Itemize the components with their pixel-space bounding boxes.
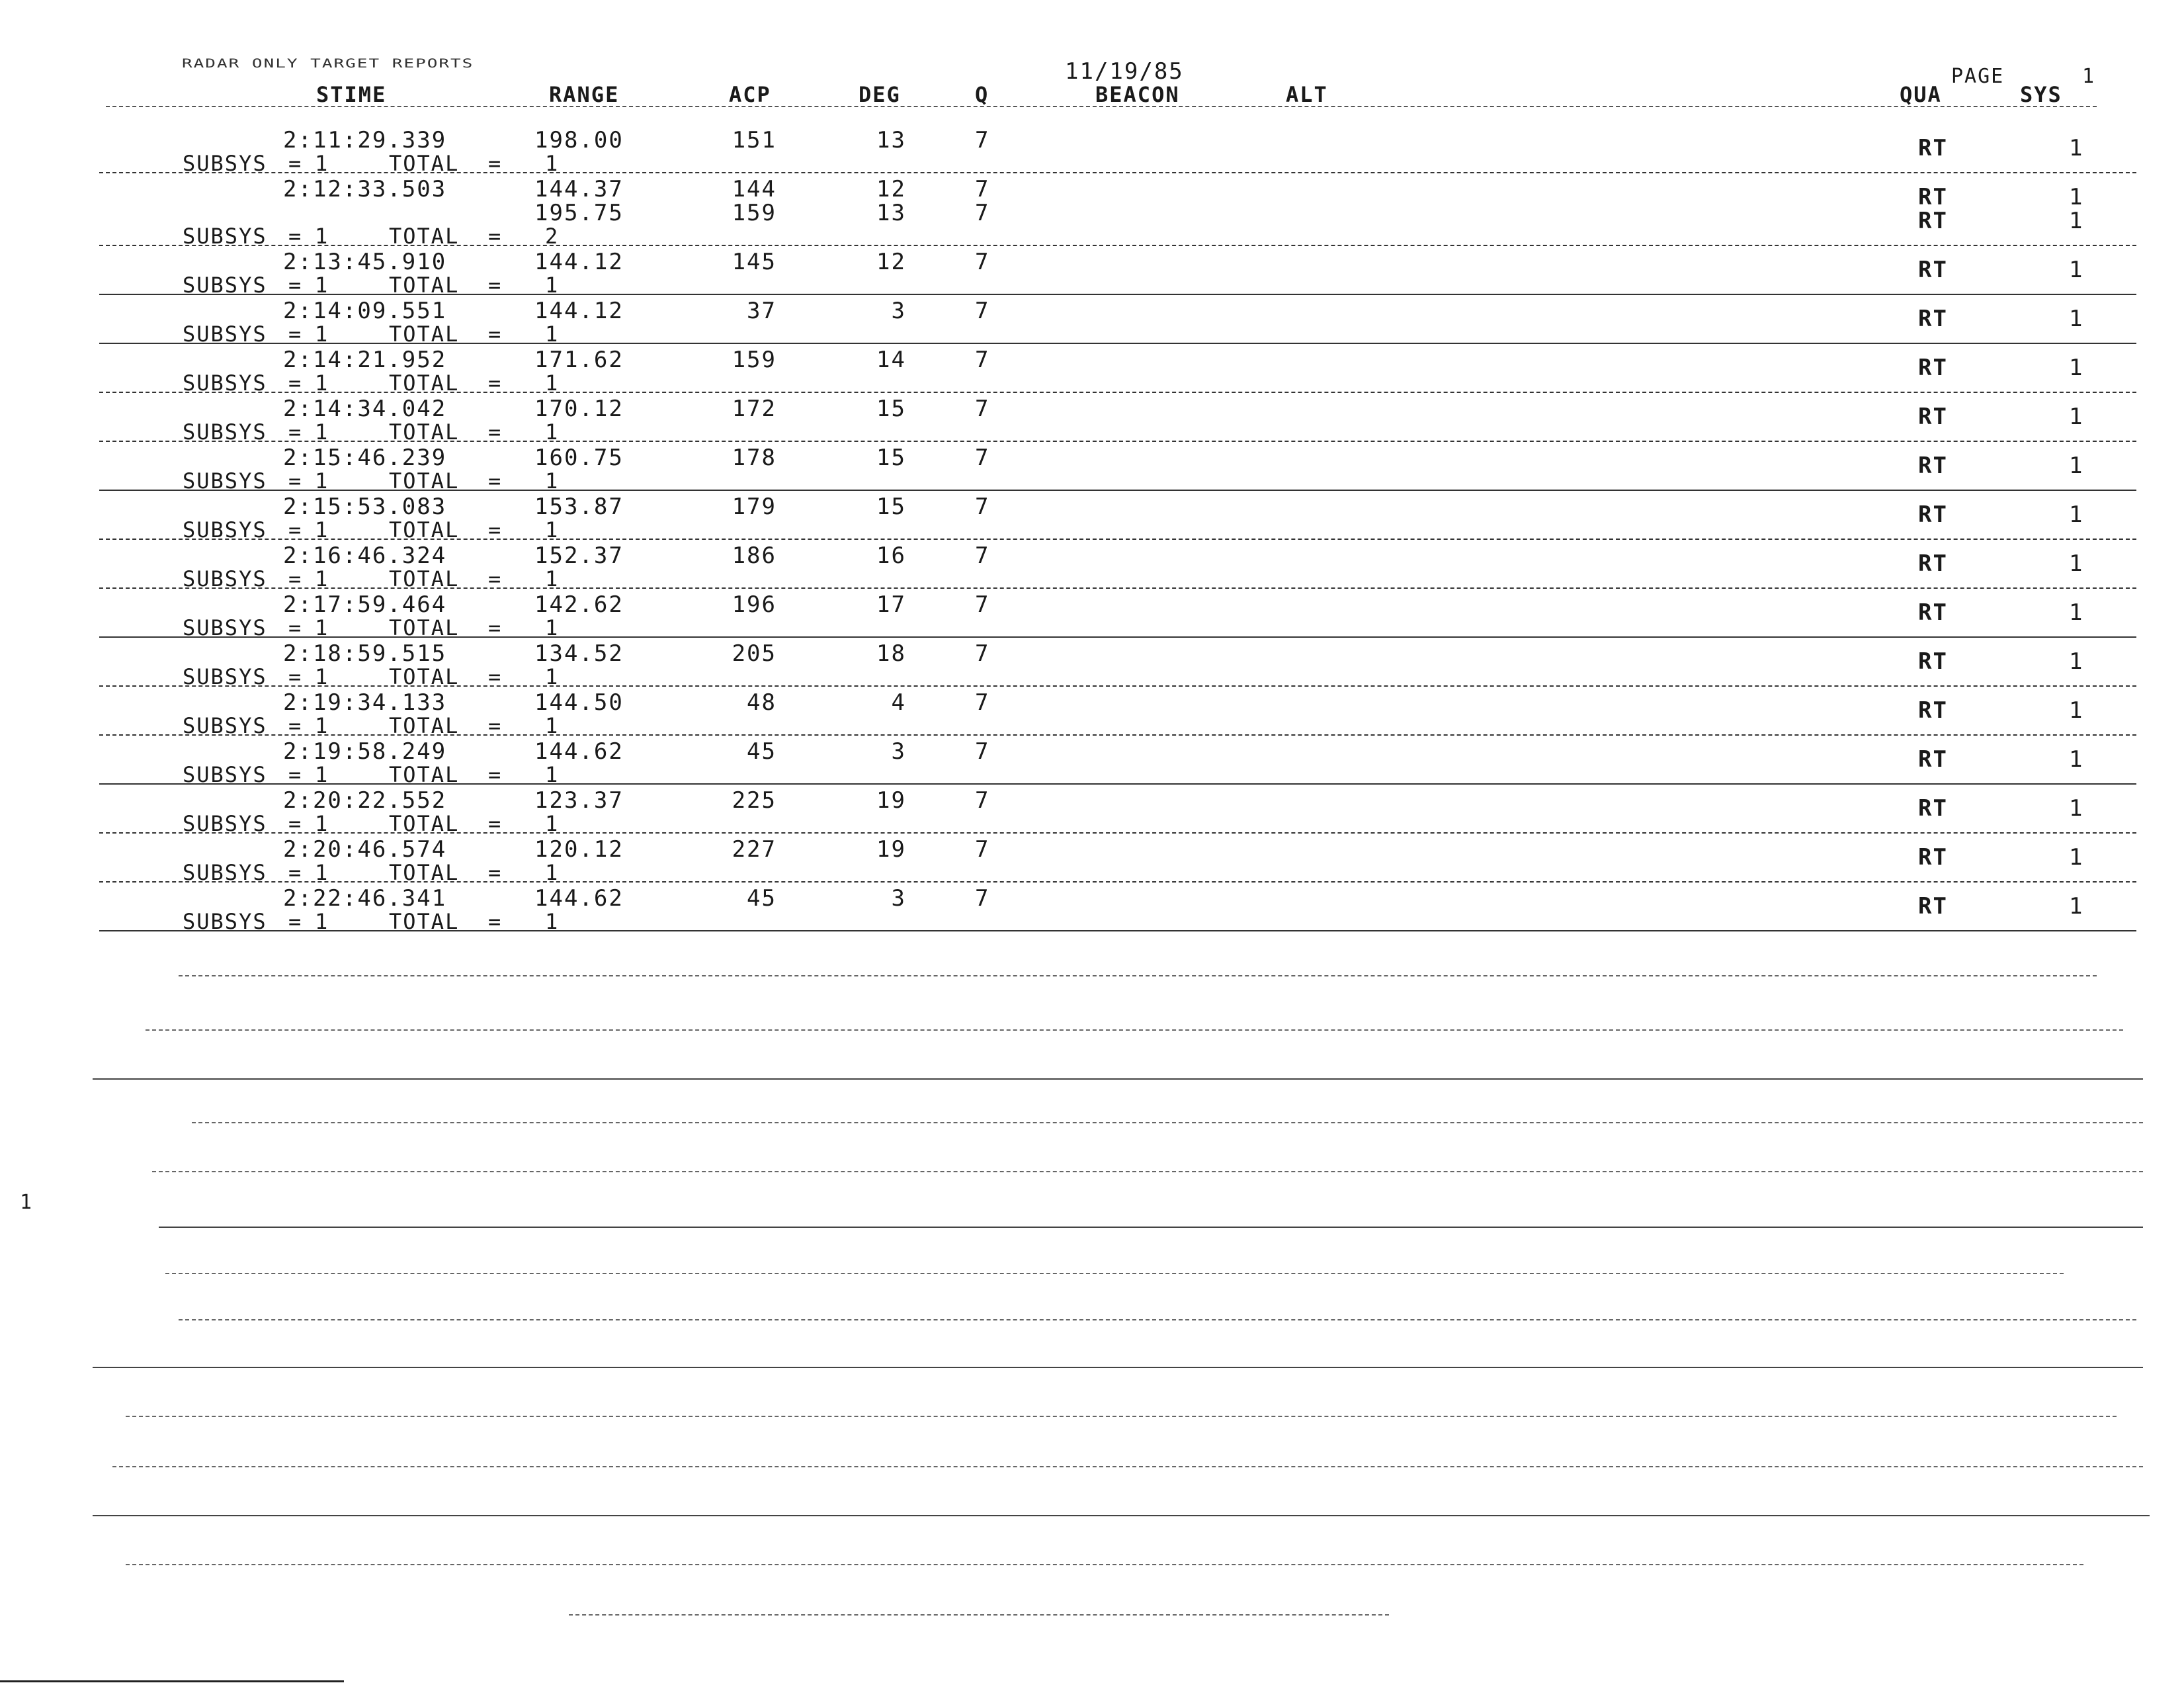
table-row xyxy=(0,836,2184,885)
stime-cell: 2:15:46.239 xyxy=(283,445,447,471)
blank-rule xyxy=(93,1367,2143,1368)
acp-cell: 186 xyxy=(732,542,777,569)
acp-cell: 227 xyxy=(732,836,777,863)
table-row xyxy=(0,396,2184,445)
subsys-value: 1 xyxy=(315,860,329,885)
deg-cell: 15 xyxy=(876,396,906,422)
stime-cell: 2:14:09.551 xyxy=(283,298,447,324)
q-cell: 7 xyxy=(975,396,990,422)
table-row xyxy=(0,347,2184,396)
equals-sign: = xyxy=(488,151,503,176)
subsys-label: SUBSYS xyxy=(183,224,267,249)
total-label: TOTAL xyxy=(389,811,460,836)
q-cell: 7 xyxy=(975,445,990,471)
equals-sign: = xyxy=(288,811,303,836)
table-row xyxy=(0,885,2184,934)
blank-rule xyxy=(93,1078,2143,1080)
acp-cell: 45 xyxy=(747,738,777,765)
table-row xyxy=(0,787,2184,836)
total-value: 1 xyxy=(545,762,560,787)
q-cell: 7 xyxy=(975,249,990,275)
equals-sign: = xyxy=(488,517,503,542)
blank-rule xyxy=(159,1227,2143,1228)
sys-cell: 1 xyxy=(2069,208,2084,234)
col-header-qua: QUA xyxy=(1900,82,1942,107)
acp-cell: 48 xyxy=(747,689,777,716)
blank-rule xyxy=(146,1029,2123,1031)
deg-cell: 16 xyxy=(876,542,906,569)
acp-cell: 37 xyxy=(747,298,777,324)
range-cell: 195.75 xyxy=(534,200,624,226)
sys-cell: 1 xyxy=(2069,893,2084,920)
total-value: 1 xyxy=(545,664,560,689)
equals-sign: = xyxy=(288,273,303,298)
equals-sign: = xyxy=(488,468,503,494)
subsys-value: 1 xyxy=(315,322,329,347)
deg-cell: 4 xyxy=(891,689,906,716)
acp-cell: 144 xyxy=(732,176,777,202)
deg-cell: 14 xyxy=(876,347,906,373)
row-rule xyxy=(99,832,2136,834)
subsys-label: SUBSYS xyxy=(183,811,267,836)
total-value: 1 xyxy=(545,419,560,445)
q-cell: 7 xyxy=(975,200,990,226)
equals-sign: = xyxy=(288,224,303,249)
sys-cell: 1 xyxy=(2069,257,2084,283)
total-label: TOTAL xyxy=(389,517,460,542)
stime-cell: 2:20:46.574 xyxy=(283,836,447,863)
equals-sign: = xyxy=(288,762,303,787)
sys-cell: 1 xyxy=(2069,795,2084,822)
q-cell: 7 xyxy=(975,689,990,716)
equals-sign: = xyxy=(288,664,303,689)
qua-cell: RT xyxy=(1918,795,1948,822)
range-cell: 144.50 xyxy=(534,689,624,716)
stime-cell: 2:22:46.341 xyxy=(283,885,447,912)
subsys-value: 1 xyxy=(315,151,329,176)
subsys-label: SUBSYS xyxy=(183,468,267,494)
col-header-beacon: BEACON xyxy=(1095,82,1180,107)
table-row xyxy=(0,200,2184,249)
acp-cell: 145 xyxy=(732,249,777,275)
stime-cell: 2:15:53.083 xyxy=(283,494,447,520)
subsys-value: 1 xyxy=(315,713,329,738)
total-value: 1 xyxy=(545,517,560,542)
row-rule xyxy=(99,587,2136,589)
sys-cell: 1 xyxy=(2069,453,2084,479)
equals-sign: = xyxy=(288,566,303,591)
q-cell: 7 xyxy=(975,640,990,667)
q-cell: 7 xyxy=(975,542,990,569)
range-cell: 160.75 xyxy=(534,445,624,471)
deg-cell: 3 xyxy=(891,738,906,765)
total-value: 1 xyxy=(545,860,560,885)
subsys-label: SUBSYS xyxy=(183,517,267,542)
table-row xyxy=(0,591,2184,640)
range-cell: 153.87 xyxy=(534,494,624,520)
sys-cell: 1 xyxy=(2069,501,2084,528)
stime-cell: 2:17:59.464 xyxy=(283,591,447,618)
equals-sign: = xyxy=(288,860,303,885)
blank-rule xyxy=(165,1273,2064,1274)
table-row xyxy=(0,738,2184,787)
subsys-label: SUBSYS xyxy=(183,273,267,298)
stime-cell: 2:19:34.133 xyxy=(283,689,447,716)
equals-sign: = xyxy=(288,517,303,542)
subsys-value: 1 xyxy=(315,468,329,494)
total-value: 1 xyxy=(545,468,560,494)
deg-cell: 18 xyxy=(876,640,906,667)
blank-rule xyxy=(152,1171,2143,1172)
equals-sign: = xyxy=(288,909,303,934)
equals-sign: = xyxy=(488,370,503,396)
total-label: TOTAL xyxy=(389,566,460,591)
qua-cell: RT xyxy=(1918,550,1948,577)
subsys-label: SUBSYS xyxy=(183,370,267,396)
acp-cell: 205 xyxy=(732,640,777,667)
blank-rule xyxy=(126,1564,2083,1565)
row-rule xyxy=(99,441,2136,442)
equals-sign: = xyxy=(488,762,503,787)
total-label: TOTAL xyxy=(389,419,460,445)
range-cell: 134.52 xyxy=(534,640,624,667)
col-header-range: RANGE xyxy=(549,82,620,107)
equals-sign: = xyxy=(288,322,303,347)
qua-cell: RT xyxy=(1918,844,1948,871)
acp-cell: 179 xyxy=(732,494,777,520)
deg-cell: 3 xyxy=(891,298,906,324)
subsys-value: 1 xyxy=(315,909,329,934)
deg-cell: 13 xyxy=(876,200,906,226)
table-row xyxy=(0,298,2184,347)
sys-cell: 1 xyxy=(2069,844,2084,871)
row-rule xyxy=(99,172,2136,173)
range-cell: 171.62 xyxy=(534,347,624,373)
total-value: 1 xyxy=(545,273,560,298)
col-header-deg: DEG xyxy=(859,82,901,107)
range-cell: 123.37 xyxy=(534,787,624,814)
range-cell: 144.12 xyxy=(534,298,624,324)
deg-cell: 12 xyxy=(876,176,906,202)
total-value: 1 xyxy=(545,322,560,347)
row-rule xyxy=(99,783,2136,785)
sys-cell: 1 xyxy=(2069,599,2084,626)
total-value: 1 xyxy=(545,615,560,640)
subsys-value: 1 xyxy=(315,615,329,640)
equals-sign: = xyxy=(488,419,503,445)
q-cell: 7 xyxy=(975,591,990,618)
sys-cell: 1 xyxy=(2069,404,2084,430)
sys-cell: 1 xyxy=(2069,135,2084,161)
qua-cell: RT xyxy=(1918,599,1948,626)
q-cell: 7 xyxy=(975,494,990,520)
table-row xyxy=(0,445,2184,494)
row-rule xyxy=(99,245,2136,246)
subsys-label: SUBSYS xyxy=(183,151,267,176)
range-cell: 144.37 xyxy=(534,176,624,202)
deg-cell: 3 xyxy=(891,885,906,912)
q-cell: 7 xyxy=(975,347,990,373)
equals-sign: = xyxy=(488,860,503,885)
report-title: RADAR ONLY TARGET REPORTS xyxy=(182,57,474,71)
table-row xyxy=(0,689,2184,738)
acp-cell: 159 xyxy=(732,347,777,373)
bottom-edge-bar xyxy=(0,1680,344,1682)
blank-rule xyxy=(179,975,2097,976)
blank-rule xyxy=(569,1614,1389,1616)
equals-sign: = xyxy=(288,419,303,445)
col-header-alt: ALT xyxy=(1286,82,1328,107)
blank-rule xyxy=(93,1515,2150,1516)
equals-sign: = xyxy=(288,713,303,738)
subsys-label: SUBSYS xyxy=(183,860,267,885)
col-header-q: Q xyxy=(975,82,989,107)
subsys-label: SUBSYS xyxy=(183,909,267,934)
qua-cell: RT xyxy=(1918,453,1948,479)
equals-sign: = xyxy=(488,615,503,640)
qua-cell: RT xyxy=(1918,184,1948,210)
total-value: 1 xyxy=(545,713,560,738)
total-value: 1 xyxy=(545,811,560,836)
acp-cell: 225 xyxy=(732,787,777,814)
equals-sign: = xyxy=(488,664,503,689)
stime-cell: 2:14:21.952 xyxy=(283,347,447,373)
q-cell: 7 xyxy=(975,787,990,814)
range-cell: 152.37 xyxy=(534,542,624,569)
total-value: 1 xyxy=(545,370,560,396)
total-label: TOTAL xyxy=(389,615,460,640)
sys-cell: 1 xyxy=(2069,550,2084,577)
subsys-value: 1 xyxy=(315,664,329,689)
acp-cell: 45 xyxy=(747,885,777,912)
qua-cell: RT xyxy=(1918,257,1948,283)
row-rule xyxy=(99,490,2136,491)
subsys-value: 1 xyxy=(315,273,329,298)
range-cell: 142.62 xyxy=(534,591,624,618)
range-cell: 144.12 xyxy=(534,249,624,275)
equals-sign: = xyxy=(288,370,303,396)
page-number: 1 xyxy=(2082,65,2095,88)
stime-cell: 2:18:59.515 xyxy=(283,640,447,667)
qua-cell: RT xyxy=(1918,746,1948,773)
equals-sign: = xyxy=(488,713,503,738)
equals-sign: = xyxy=(288,468,303,494)
row-rule xyxy=(99,734,2136,736)
sys-cell: 1 xyxy=(2069,697,2084,724)
subsys-label: SUBSYS xyxy=(183,615,267,640)
deg-cell: 12 xyxy=(876,249,906,275)
equals-sign: = xyxy=(288,151,303,176)
subsys-label: SUBSYS xyxy=(183,322,267,347)
q-cell: 7 xyxy=(975,127,990,153)
row-rule xyxy=(99,930,2136,931)
stime-cell: 2:19:58.249 xyxy=(283,738,447,765)
total-label: TOTAL xyxy=(389,860,460,885)
subsys-label: SUBSYS xyxy=(183,664,267,689)
subsys-label: SUBSYS xyxy=(183,713,267,738)
total-label: TOTAL xyxy=(389,224,460,249)
table-row xyxy=(0,127,2184,176)
col-header-acp: ACP xyxy=(729,82,771,107)
qua-cell: RT xyxy=(1918,355,1948,381)
row-rule xyxy=(99,881,2136,883)
equals-sign: = xyxy=(488,322,503,347)
blank-rule xyxy=(192,1122,2143,1123)
sys-cell: 1 xyxy=(2069,648,2084,675)
stime-cell: 2:16:46.324 xyxy=(283,542,447,569)
q-cell: 7 xyxy=(975,885,990,912)
blank-rule xyxy=(126,1416,2117,1417)
total-label: TOTAL xyxy=(389,909,460,934)
equals-sign: = xyxy=(488,224,503,249)
subsys-label: SUBSYS xyxy=(183,566,267,591)
stime-cell: 2:20:22.552 xyxy=(283,787,447,814)
row-rule xyxy=(99,392,2136,393)
stime-cell: 2:11:29.339 xyxy=(283,127,447,153)
acp-cell: 196 xyxy=(732,591,777,618)
header-rule xyxy=(106,106,2097,107)
range-cell: 144.62 xyxy=(534,885,624,912)
equals-sign: = xyxy=(488,273,503,298)
total-label: TOTAL xyxy=(389,273,460,298)
col-header-stime: STIME xyxy=(316,82,387,107)
subsys-value: 1 xyxy=(315,762,329,787)
range-cell: 120.12 xyxy=(534,836,624,863)
q-cell: 7 xyxy=(975,836,990,863)
total-value: 1 xyxy=(545,566,560,591)
row-rule xyxy=(99,294,2136,295)
total-label: TOTAL xyxy=(389,468,460,494)
acp-cell: 159 xyxy=(732,200,777,226)
subsys-value: 1 xyxy=(315,370,329,396)
deg-cell: 13 xyxy=(876,127,906,153)
equals-sign: = xyxy=(488,566,503,591)
sys-cell: 1 xyxy=(2069,184,2084,210)
acp-cell: 172 xyxy=(732,396,777,422)
q-cell: 7 xyxy=(975,738,990,765)
subsys-value: 1 xyxy=(315,811,329,836)
page-label: PAGE xyxy=(1951,65,2005,88)
table-row xyxy=(0,494,2184,542)
row-rule xyxy=(99,636,2136,638)
qua-cell: RT xyxy=(1918,893,1948,920)
total-label: TOTAL xyxy=(389,762,460,787)
sys-cell: 1 xyxy=(2069,306,2084,332)
qua-cell: RT xyxy=(1918,404,1948,430)
total-value: 1 xyxy=(545,151,560,176)
range-cell: 170.12 xyxy=(534,396,624,422)
qua-cell: RT xyxy=(1918,501,1948,528)
q-cell: 7 xyxy=(975,298,990,324)
blank-rule xyxy=(112,1466,2143,1467)
range-cell: 198.00 xyxy=(534,127,624,153)
row-rule xyxy=(99,685,2136,687)
table-row xyxy=(0,542,2184,591)
margin-mark: 1 xyxy=(20,1191,32,1214)
subsys-value: 1 xyxy=(315,517,329,542)
col-header-sys: SYS xyxy=(2020,82,2062,107)
total-value: 2 xyxy=(545,224,560,249)
deg-cell: 19 xyxy=(876,836,906,863)
equals-sign: = xyxy=(288,615,303,640)
report-date: 11/19/85 xyxy=(1065,58,1184,85)
stime-cell: 2:12:33.503 xyxy=(283,176,447,202)
acp-cell: 151 xyxy=(732,127,777,153)
total-label: TOTAL xyxy=(389,713,460,738)
equals-sign: = xyxy=(488,909,503,934)
total-value: 1 xyxy=(545,909,560,934)
subsys-value: 1 xyxy=(315,419,329,445)
acp-cell: 178 xyxy=(732,445,777,471)
subsys-label: SUBSYS xyxy=(183,419,267,445)
subsys-value: 1 xyxy=(315,224,329,249)
equals-sign: = xyxy=(488,811,503,836)
blank-rule xyxy=(179,1319,2136,1320)
deg-cell: 15 xyxy=(876,445,906,471)
sys-cell: 1 xyxy=(2069,746,2084,773)
qua-cell: RT xyxy=(1918,306,1948,332)
qua-cell: RT xyxy=(1918,135,1948,161)
row-rule xyxy=(99,539,2136,540)
deg-cell: 15 xyxy=(876,494,906,520)
subsys-value: 1 xyxy=(315,566,329,591)
row-rule xyxy=(99,343,2136,344)
stime-cell: 2:14:34.042 xyxy=(283,396,447,422)
table-row xyxy=(0,640,2184,689)
total-label: TOTAL xyxy=(389,151,460,176)
total-label: TOTAL xyxy=(389,664,460,689)
stime-cell: 2:13:45.910 xyxy=(283,249,447,275)
qua-cell: RT xyxy=(1918,648,1948,675)
total-label: TOTAL xyxy=(389,370,460,396)
sys-cell: 1 xyxy=(2069,355,2084,381)
qua-cell: RT xyxy=(1918,697,1948,724)
deg-cell: 19 xyxy=(876,787,906,814)
deg-cell: 17 xyxy=(876,591,906,618)
subsys-label: SUBSYS xyxy=(183,762,267,787)
table-row xyxy=(0,249,2184,298)
q-cell: 7 xyxy=(975,176,990,202)
range-cell: 144.62 xyxy=(534,738,624,765)
total-label: TOTAL xyxy=(389,322,460,347)
qua-cell: RT xyxy=(1918,208,1948,234)
